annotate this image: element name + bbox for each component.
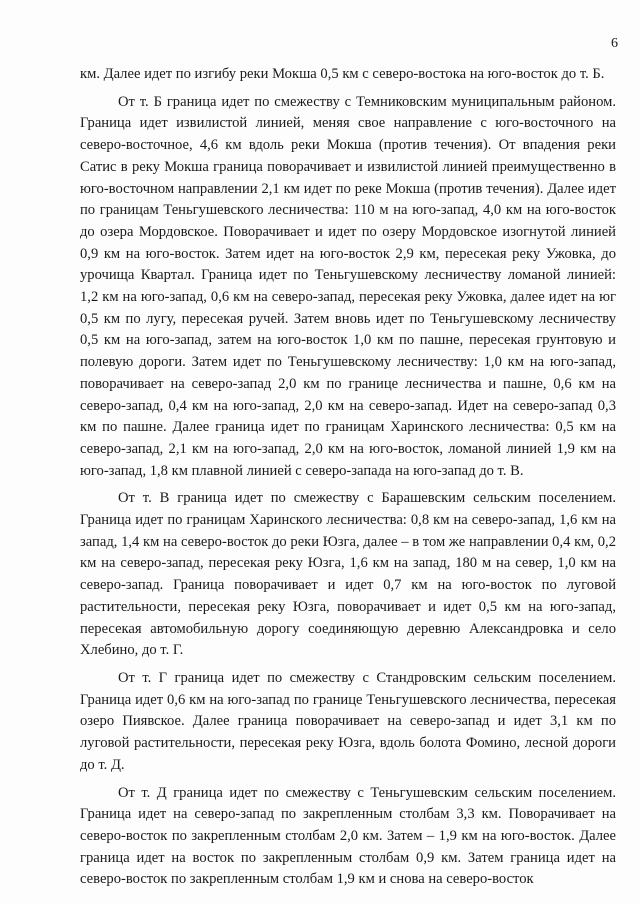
page-number: 6	[611, 36, 618, 51]
paragraph-continuation: км. Далее идет по изгибу реки Мокша 0,5 км с северо-востока на юго-восток до т. Б.	[80, 66, 605, 82]
paragraph-point-v: От т. В граница идет по смежеству с Барашевским сельским поселением. Граница идет по границам Харинского лесничества: 0,8 км на северо-запад, 1,6 км на запад, 1,4 км на северо-восток до реки Юзга, далее – в том же направлении 0,4 км, 0,2 км на северо-запад, пересекая реку Юзга, 1,6 км на запад, 180 м на север, 1,0 км на северо-запад. Граница поворачивает и идет 0,7 км на юго-восток по луговой растительности, пересекая реку Юзга, поворачивает и идет 0,5 км на юго-запад, пересекая автомобильную дорогу соединяющую деревню Александровка и село Хлебино, до т. Г.	[80, 490, 616, 659]
document-body	[80, 64, 616, 891]
paragraph-point-d: От т. Д граница идет по смежеству с Теньгушевским сельским поселением. Граница идет на северо-запад по закрепленным столбам 3,3 км. Поворачивает на северо-восток по закрепленным столбам 2,0 км. Затем – 1,9 км на юго-восток. Далее граница идет на восток по закрепленным столбам 0,9 км. Затем граница идет на северо-восток по закрепленным столбам 1,9 км и снова на северо-восток	[80, 784, 616, 888]
paragraph-point-g: От т. Г граница идет по смежеству с Стандровским сельским поселением. Граница идет 0,6 км на юго-запад по границе Теньгушевского лесничества, пересекая озеро Пиявское. Далее граница поворачивает на северо-запад и идет 3,1 км по луговой растительности, пересекая реку Юзга, вдоль болота Фомино, лесной дороги до т. Д.	[80, 669, 616, 773]
paragraph-point-b: От т. Б граница идет по смежеству с Темниковским муниципальным районом. Граница идет извилистой линией, меняя свое направление с юго-восточного на северо-восточное, 4,6 км вдоль реки Мокша (против течения). От впадения реки Сатис в реку Мокша граница поворачивает и извилистой линией преимущественно в юго-восточном направлении 2,1 км идет по реке Мокша (против течения). Далее идет по границам Теньгушевского лесничества: 110 м на юго-запад, 4,0 км на юго-восток до озера Мордовское. Поворачивает и идет по озеру Мордовское изогнутой линией 0,9 км на юго-восток. Затем идет на юго-восток 2,9 км, пересекая реку Ужовка, до урочища Квартал. Граница идет по Теньгушевскому лесничеству ломаной линией: 1,2 км на юго-запад, 0,6 км на северо-запад, пересекая реку Ужовка, далее идет на юг 0,5 км по лугу, пересекая ручей. Затем вновь идет по Теньгушевскому лесничеству 0,5 км на юго-запад, затем на юго-восток 1,0 км по пашне, пересекая грунтовую и полевую дороги. Затем идет по Теньгушевскому лесничеству: 1,0 км на юго-запад, поворачивает на северо-запад 2,0 км по границе лесничества и пашне, 0,6 км на северо-запад, 0,4 км на юго-запад, 2,0 км на северо-запад. Идет на северо-запад 0,3 км по пашне. Далее граница идет по границам Харинского лесничества: 0,5 км на северо-запад, 2,1 км на юго-запад, 2,0 км на юго-восток, ломаной линией 1,9 км на юго-запад, 1,8 км плавной линией с северо-запада на юго-запад до т. В.	[80, 93, 616, 479]
